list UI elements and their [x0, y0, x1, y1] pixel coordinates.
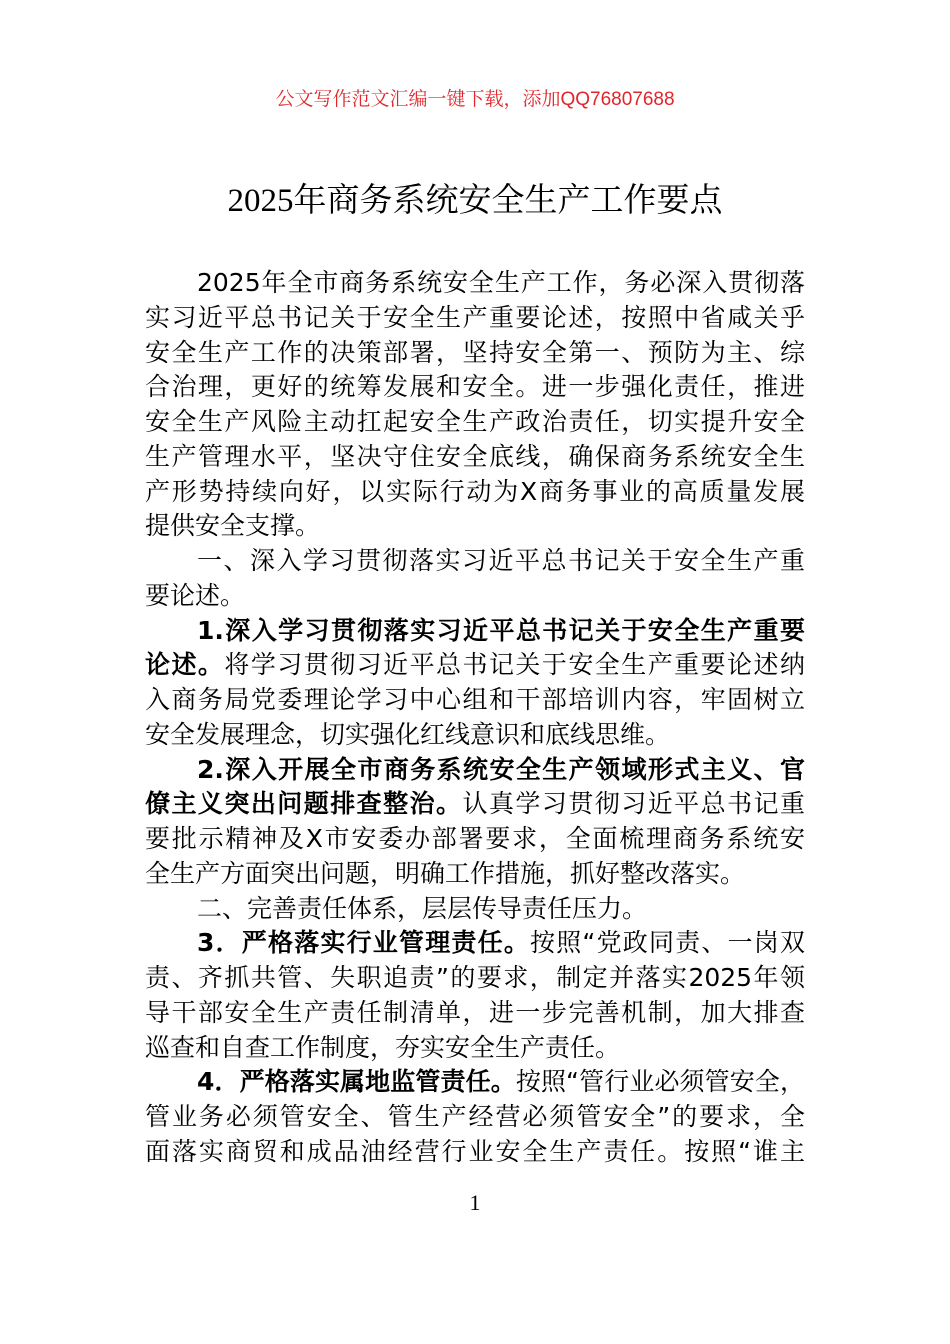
text-span: 导干部安全生产责任制清单，进一步完善机制，加大排查 — [145, 997, 805, 1027]
text-span: 提供安全支撑。 — [145, 511, 321, 541]
text-span: 实习近平总书记关于安全生产重要论述，按照中省咸关乎 — [145, 302, 805, 332]
text-line — [145, 301, 805, 336]
paragraph — [145, 892, 805, 927]
text-line — [145, 440, 805, 475]
text-line — [145, 1065, 805, 1100]
text-span: 要批示精神及X市安委办部署要求，全面梳理商务系统安 — [145, 824, 805, 853]
text-line — [145, 787, 805, 822]
bold-heading-text: 1.深入学习贯彻落实习近平总书记关于安全生产重要 — [197, 615, 805, 645]
text-line — [145, 405, 805, 440]
text-line — [145, 926, 805, 961]
text-line — [145, 475, 805, 510]
text-line — [145, 1135, 805, 1170]
text-line — [145, 892, 805, 927]
paragraph — [145, 544, 805, 614]
text-line — [145, 996, 805, 1031]
text-line — [145, 614, 805, 649]
bold-heading-text: 僚主义突出问题排查整治。 — [145, 789, 463, 819]
paragraph — [145, 266, 805, 544]
bold-heading-text: 论述。 — [145, 650, 225, 680]
paragraph — [145, 1065, 805, 1169]
text-line — [145, 753, 805, 788]
text-span: 生产管理水平，坚决守住安全底线，确保商务系统安全生 — [145, 441, 805, 471]
text-span: 要论述。 — [145, 580, 246, 610]
text-line — [145, 961, 805, 996]
text-line — [145, 1100, 805, 1135]
bold-heading-text: 4．严格落实属地监管责任。 — [197, 1067, 516, 1097]
page-number: 1 — [469, 1190, 481, 1215]
text-line — [145, 822, 805, 857]
text-span: 安全发展理念，切实强化红线意识和底线思维。 — [145, 719, 671, 749]
text-line — [145, 648, 805, 683]
text-span: 面落实商贸和成品油经营行业安全生产责任。按照“谁主 — [145, 1136, 805, 1166]
text-span: 安全生产风险主动扛起安全生产政治责任，切实提升安全 — [145, 407, 805, 436]
text-line — [145, 544, 805, 579]
text-span: 合治理，更好的统筹发展和安全。进一步强化责任，推进 — [145, 372, 805, 402]
text-span: 将学习贯彻习近平总书记关于安全生产重要论述纳 — [224, 650, 805, 680]
text-span: 认真学习贯彻习近平总书记重 — [462, 789, 805, 819]
paragraph — [145, 926, 805, 1065]
text-line — [145, 857, 805, 892]
text-span: 一、深入学习贯彻落实习近平总书记关于安全生产重 — [197, 546, 805, 575]
bold-heading-text: 2.深入开展全市商务系统安全生产领域形式主义、官 — [197, 754, 805, 784]
text-span: 入商务局党委理论学习中心组和干部培训内容，牢固树立 — [145, 685, 805, 714]
document-body — [145, 266, 805, 1170]
text-span: 巡查和自查工作制度，夯实安全生产责任。 — [145, 1032, 621, 1062]
document-title: 2025年商务系统安全生产工作要点 — [227, 183, 723, 219]
text-span: 按照“党政同责、一岗双 — [530, 928, 806, 958]
text-span: 管业务必须管安全、管生产经营必须管安全”的要求，全 — [145, 1102, 805, 1131]
text-span: 全生产方面突出问题，明确工作措施，抓好整改落实。 — [145, 858, 746, 888]
text-line — [145, 370, 805, 405]
text-line — [145, 509, 805, 544]
text-line — [145, 579, 805, 614]
paragraph — [145, 753, 805, 892]
paragraph — [145, 614, 805, 753]
text-line — [145, 1031, 805, 1066]
text-span: 按照“管行业必须管安全， — [515, 1067, 805, 1097]
text-span: 2025年全市商务系统安全生产工作，务必深入贯彻落 — [197, 268, 805, 297]
bold-heading-text: 3．严格落实行业管理责任。 — [197, 928, 531, 958]
text-span: 产形势持续向好，以实际行动为X商务事业的高质量发展 — [145, 476, 805, 506]
text-line — [145, 266, 805, 301]
text-span: 安全生产工作的决策部署，坚持安全第一、预防为主、综 — [145, 337, 805, 367]
download-banner: 公文写作范文汇编一键下载，添加QQ76807688 — [275, 89, 675, 110]
text-span: 二、完善责任体系，层层传导责任压力。 — [197, 893, 648, 923]
text-line — [145, 683, 805, 718]
text-line — [145, 336, 805, 371]
text-span: 责、齐抓共管、失职追责”的要求，制定并落实2025年领 — [145, 963, 805, 992]
text-line — [145, 718, 805, 753]
